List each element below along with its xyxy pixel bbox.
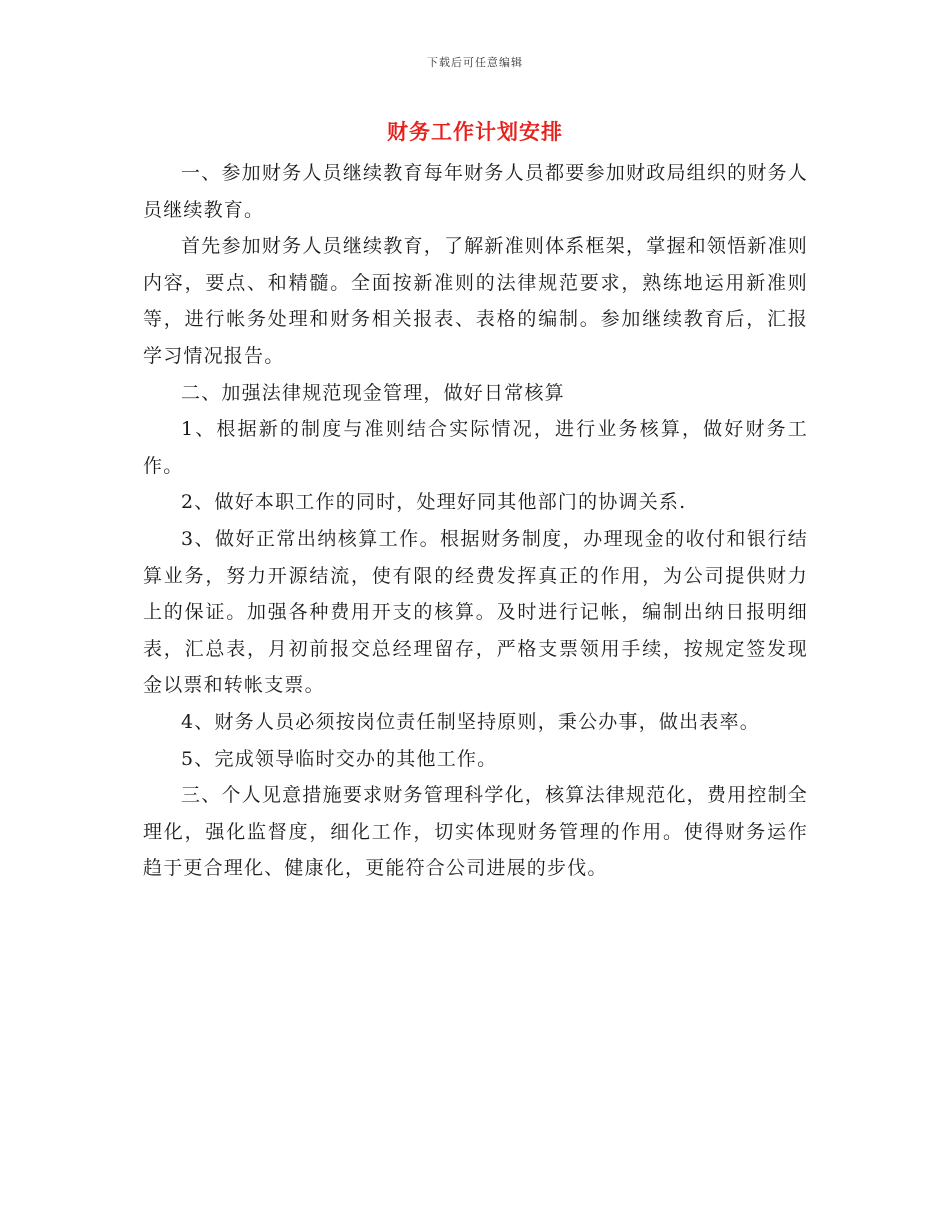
document-body bbox=[143, 155, 808, 887]
paragraph-item-5: 5、完成领导临时交办的其他工作。 bbox=[181, 747, 498, 770]
paragraph-cash-management-heading: 二、加强法律规范现金管理，做好日常核算 bbox=[181, 381, 565, 404]
paragraph-new-standards: 首先参加财务人员继续教育，了解新准则体系框架，掌握和领悟新准则内容，要点、和精髓。全面按新准则的法律规范要求，熟练地运用新准则等，进行帐务处理和财务相关报表、表格的编制。参加继续教育后，汇报学习情况报告。 bbox=[143, 235, 808, 367]
page-header-note: 下载后可任意编辑 bbox=[427, 56, 523, 69]
paragraph-continuing-education: 一、参加财务人员继续教育每年财务人员都要参加财政局组织的财务人员继续教育。 bbox=[143, 162, 808, 221]
paragraph-personal-measures: 三、个人见意措施要求财务管理科学化，核算法律规范化，费用控制全理化，强化监督度，细化工作，切实体现财务管理的作用。使得财务运作趋于更合理化、健康化，更能符合公司进展的步伐。 bbox=[143, 784, 808, 880]
paragraph-item-3: 3、做好正常出纳核算工作。根据财务制度，办理现金的收付和银行结算业务，努力开源结流，使有限的经费发挥真正的作用，为公司提供财力上的保证。加强各种费用开支的核算。及时进行记帐，编制出纳日报明细表，汇总表，月初前报交总经理留存，严格支票领用手续，按规定签发现金以票和转帐支票。 bbox=[143, 527, 808, 697]
document-title: 财务工作计划安排 bbox=[387, 119, 563, 144]
paragraph-item-4: 4、财务人员必须按岗位责任制坚持原则，秉公办事，做出表率。 bbox=[181, 710, 760, 733]
paragraph-item-1: 1、根据新的制度与准则结合实际情况，进行业务核算，做好财务工作。 bbox=[143, 418, 808, 477]
paragraph-item-2: 2、做好本职工作的同时，处理好同其他部门的协调关系. bbox=[181, 491, 687, 514]
